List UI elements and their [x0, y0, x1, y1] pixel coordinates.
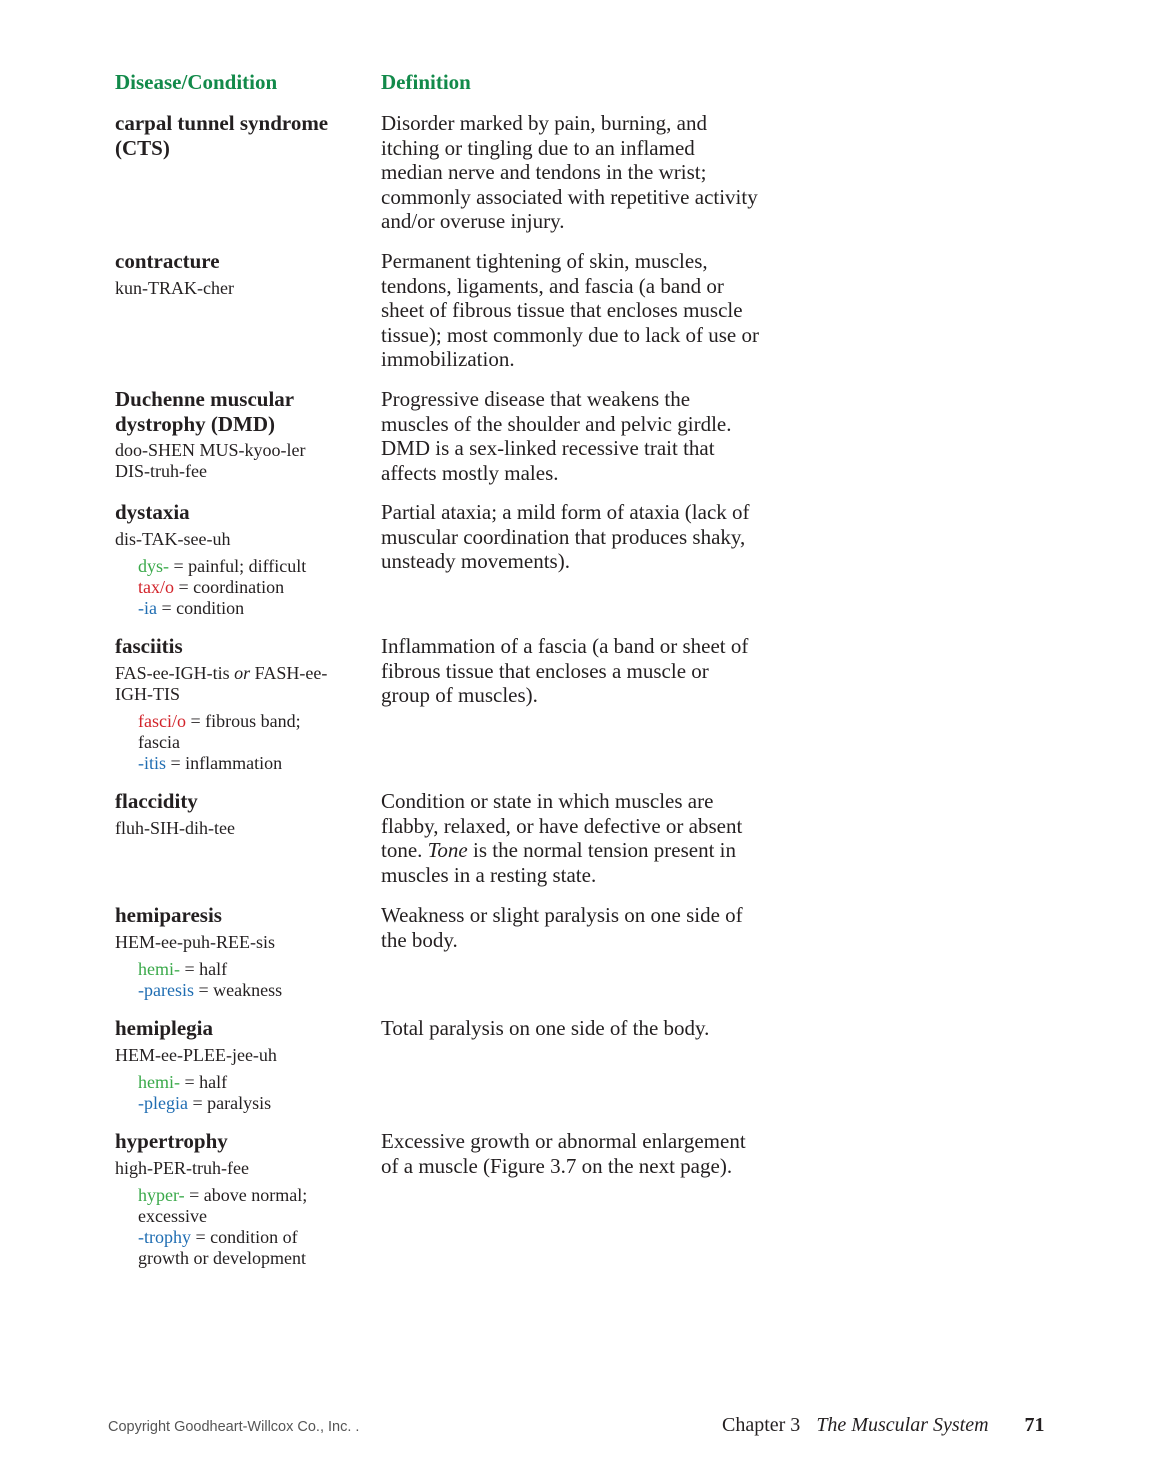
word-part-meaning: = condition — [161, 597, 245, 618]
pronunciation: HEM-ee-PLEE-jee-uh — [115, 1044, 277, 1065]
definition-italic-term: Tone — [427, 838, 468, 863]
definition-text: Condition or state in which muscles are flabby, relaxed, or have defective or absent tone. — [381, 789, 743, 863]
word-part — [138, 1072, 355, 1093]
word-part-meaning: = weakness — [198, 979, 283, 1000]
pronunciation: dis-TAK-see-uh — [115, 528, 231, 549]
word-part — [138, 753, 338, 774]
definition: Total paralysis on one side of the body. — [381, 1016, 710, 1040]
word-part — [138, 959, 355, 980]
word-part-meaning: = painful; difficult — [173, 555, 307, 576]
pronunciation: kun-TRAK-cher — [115, 277, 234, 298]
word-part-meaning: = inflammation — [170, 752, 283, 773]
term-name: hemiparesis — [115, 903, 222, 927]
pronunciation-or: or — [234, 662, 251, 683]
word-part — [138, 1093, 355, 1114]
definition: Excessive growth or abnormal enlargement of a muscle (Figure 3.7 on the next page). — [381, 1129, 746, 1178]
pronunciation — [115, 663, 343, 705]
word-part-meaning: = half — [184, 1071, 228, 1092]
root: fasci/o — [138, 710, 186, 731]
definition: Partial ataxia; a mild form of ataxia (lack of muscular coordination that produces shaky, unsteady movements). — [381, 500, 750, 574]
suffix: -paresis — [138, 979, 194, 1000]
column-header-definition: Definition — [381, 70, 471, 94]
term-name: fasciitis — [115, 634, 183, 658]
term-name: hemiplegia — [115, 1016, 213, 1040]
word-part-meaning: = half — [184, 958, 228, 979]
word-part — [138, 1185, 338, 1227]
suffix: -plegia — [138, 1092, 188, 1113]
pronunciation: high-PER-truh-fee — [115, 1157, 249, 1178]
word-part — [138, 1227, 338, 1269]
word-part — [138, 556, 355, 577]
term-name: flaccidity — [115, 789, 198, 813]
definition: Inflammation of a fascia (a band or sheet of fibrous tissue that encloses a muscle or group of muscles). — [381, 634, 749, 708]
pronunciation-a: FAS-ee-IGH-tis — [115, 662, 230, 683]
running-footer — [722, 1414, 1045, 1437]
word-part — [138, 711, 338, 753]
definition-text: is the normal tension present in muscles in a resting state. — [381, 838, 737, 887]
term-name: hypertrophy — [115, 1129, 228, 1153]
word-parts — [115, 959, 355, 1001]
page-number: 71 — [1024, 1414, 1045, 1436]
word-part-meaning: = coordination — [178, 576, 285, 597]
prefix: hemi- — [138, 958, 180, 979]
chapter-title: The Muscular System — [816, 1414, 989, 1436]
suffix: -itis — [138, 752, 167, 773]
suffix: -trophy — [138, 1226, 191, 1247]
definition: Weakness or slight paralysis on one side of the body. — [381, 903, 743, 952]
definition: Disorder marked by pain, burning, and itching or tingling due to an inflamed median nerve and tendons in the wrist; commonly associated with repetitive activity and/or overuse injury. — [381, 111, 758, 234]
pronunciation: HEM-ee-puh-REE-sis — [115, 931, 275, 952]
word-part-meaning: = condition of growth or development — [138, 1226, 306, 1268]
pronunciation: doo-SHEN MUS-kyoo-ler DIS-truh-fee — [115, 440, 306, 481]
prefix: hemi- — [138, 1071, 180, 1092]
copyright-notice: Copyright Goodheart-Willcox Co., Inc. . — [108, 1419, 360, 1435]
word-part — [138, 598, 355, 619]
word-part-meaning: = above normal; excessive — [138, 1184, 308, 1226]
word-parts — [115, 711, 338, 774]
word-part — [138, 577, 355, 598]
pronunciation-b: FASH-ee-IGH-TIS — [115, 662, 328, 704]
word-part-meaning: = fibrous band; fascia — [138, 710, 301, 752]
term-name: carpal tunnel syndrome (CTS) — [115, 111, 329, 160]
term-name: Duchenne muscular dystrophy (DMD) — [115, 387, 294, 436]
term-name: dystaxia — [115, 500, 190, 524]
suffix: -ia — [138, 597, 157, 618]
chapter-label: Chapter 3 — [722, 1414, 801, 1436]
term-name: contracture — [115, 249, 220, 273]
definition: Permanent tightening of skin, muscles, tendons, ligaments, and fascia (a band or sheet of fibrous tissue that encloses muscle tissue); most commonly due to lack of use or immobilization. — [381, 249, 759, 372]
word-part-meaning: = paralysis — [192, 1092, 272, 1113]
pronunciation: fluh-SIH-dih-tee — [115, 817, 235, 838]
word-parts — [115, 1072, 355, 1114]
root: tax/o — [138, 576, 174, 597]
word-parts — [115, 556, 355, 619]
prefix: dys- — [138, 555, 169, 576]
definition — [381, 789, 761, 887]
column-header-condition: Disease/Condition — [115, 70, 278, 94]
definition: Progressive disease that weakens the muscles of the shoulder and pelvic girdle. DMD is a sex-linked recessive trait that affects mostly males. — [381, 387, 732, 485]
prefix: hyper- — [138, 1184, 185, 1205]
word-part — [138, 980, 355, 1001]
word-parts — [115, 1185, 338, 1269]
